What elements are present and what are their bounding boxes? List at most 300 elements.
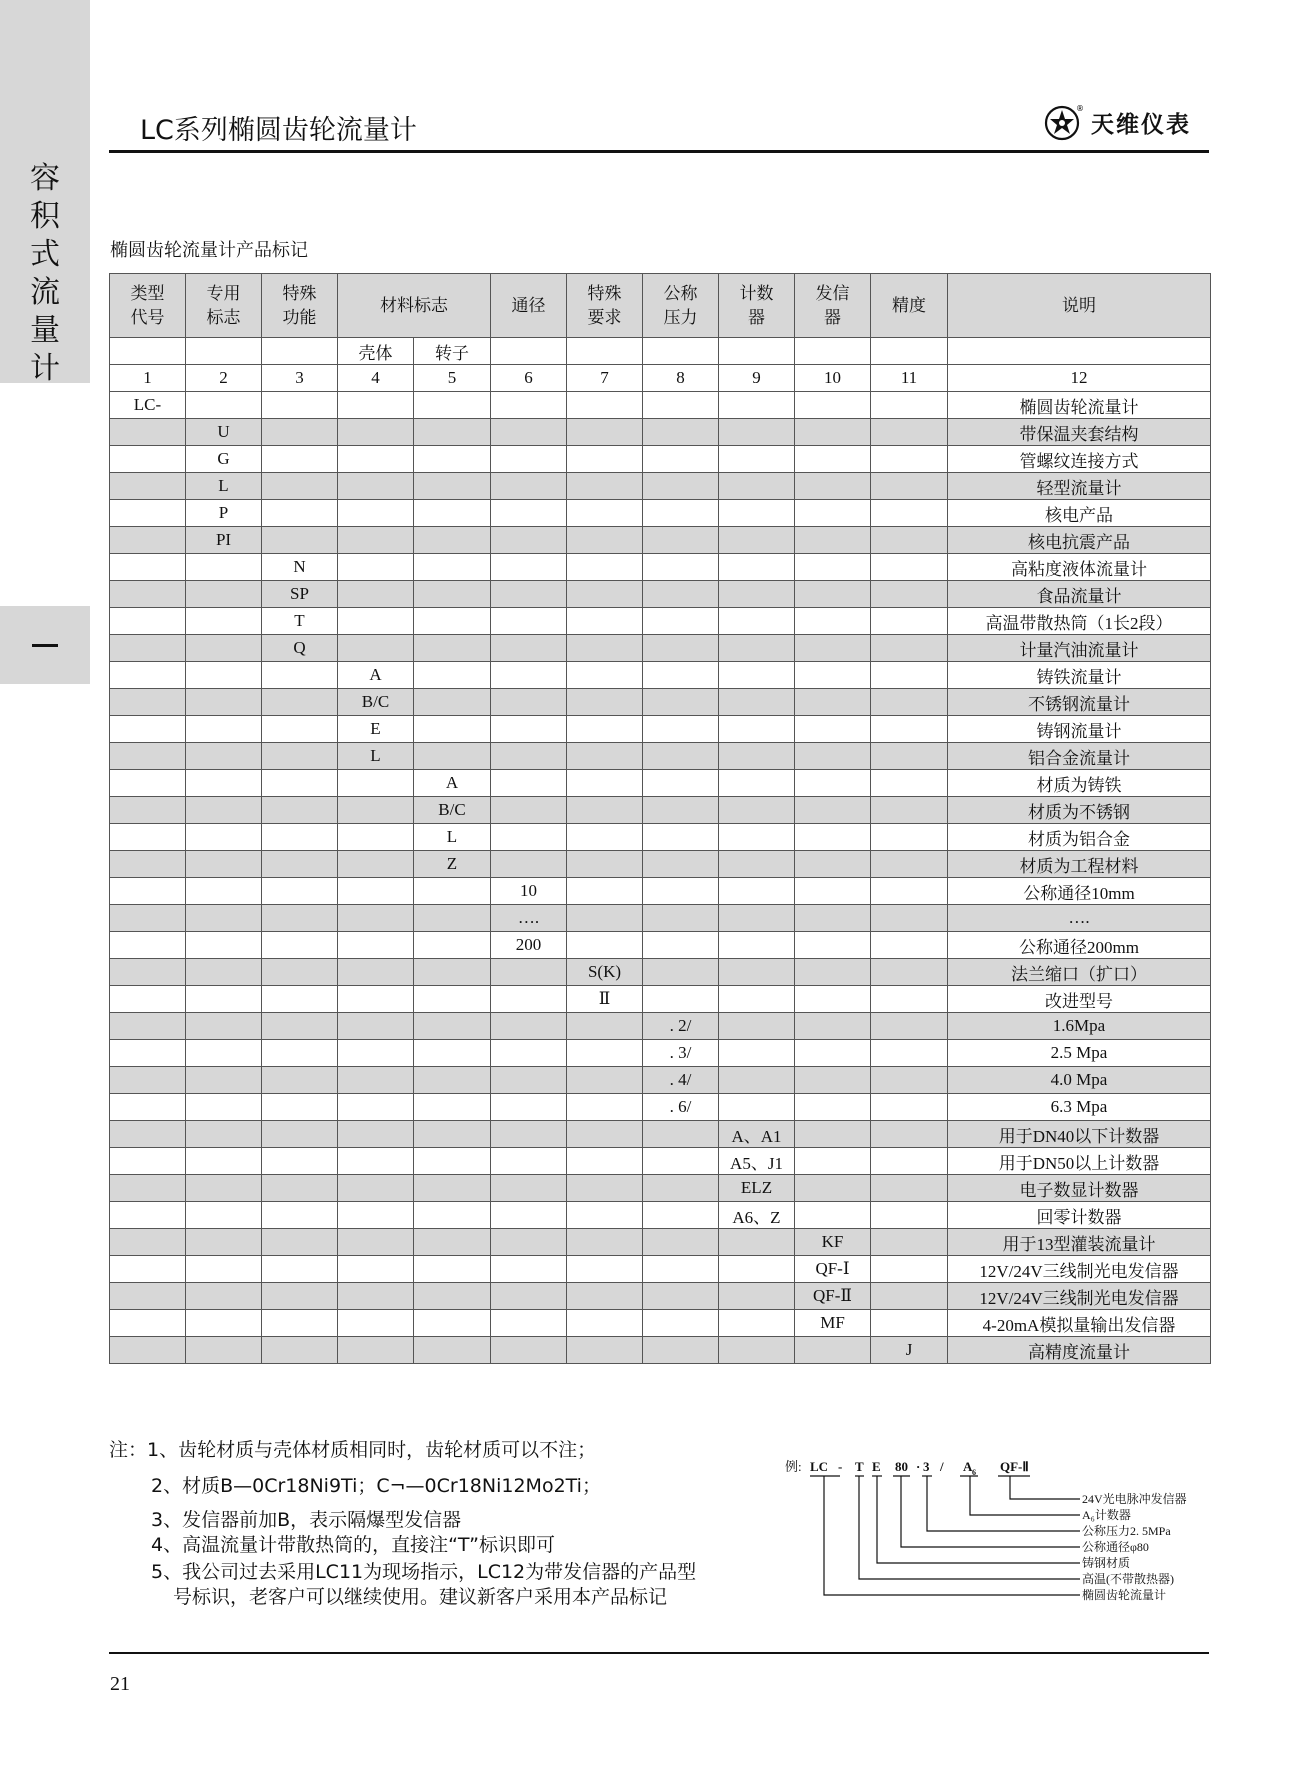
empty-cell — [110, 581, 186, 608]
empty-cell — [567, 1202, 643, 1229]
table-row — [110, 446, 1211, 473]
brand-name: 天维仪表 — [1091, 110, 1191, 138]
empty-cell — [643, 743, 719, 770]
code-cell: L — [186, 473, 262, 500]
empty-cell — [871, 446, 948, 473]
empty-cell — [262, 1337, 338, 1364]
note-4: 4、高温流量计带散热筒的，直接注“T”标识即可 — [151, 1534, 555, 1556]
empty-cell — [795, 797, 871, 824]
empty-cell — [795, 878, 871, 905]
empty-cell — [186, 1229, 262, 1256]
empty-cell — [414, 500, 491, 527]
empty-cell — [795, 1040, 871, 1067]
subheader-rotor: 转子 — [414, 338, 491, 365]
empty-cell — [643, 473, 719, 500]
code-cell: . 4/ — [643, 1067, 719, 1094]
table-row — [110, 1013, 1211, 1040]
description-cell: 用于13型灌装流量计 — [948, 1229, 1211, 1256]
code-cell: B/C — [338, 689, 414, 716]
empty-cell — [871, 1202, 948, 1229]
empty-cell — [795, 527, 871, 554]
dash-mark — [32, 644, 58, 647]
empty-cell — [186, 392, 262, 419]
empty-cell — [643, 1148, 719, 1175]
empty-cell — [414, 662, 491, 689]
example-part-slash: / — [940, 1459, 944, 1474]
empty-cell — [871, 716, 948, 743]
empty-cell — [414, 581, 491, 608]
table-row — [110, 770, 1211, 797]
empty-cell — [567, 797, 643, 824]
empty-cell — [871, 959, 948, 986]
description-cell: 轻型流量计 — [948, 473, 1211, 500]
empty-cell — [719, 1337, 795, 1364]
empty-cell — [338, 959, 414, 986]
side-dash — [0, 606, 90, 684]
code-cell: Z — [414, 851, 491, 878]
side-category-label: 容 积 式 流 量 计 — [30, 161, 60, 386]
code-cell: E — [338, 716, 414, 743]
empty-cell — [414, 446, 491, 473]
table-row — [110, 419, 1211, 446]
description-cell: 高精度流量计 — [948, 1337, 1211, 1364]
empty-cell — [338, 986, 414, 1013]
table-row — [110, 1067, 1211, 1094]
empty-cell — [871, 986, 948, 1013]
empty-cell — [262, 527, 338, 554]
empty-cell — [262, 824, 338, 851]
empty-cell — [414, 878, 491, 905]
code-cell: . 3/ — [643, 1040, 719, 1067]
empty-cell — [795, 1067, 871, 1094]
description-cell: 铸钢流量计 — [948, 716, 1211, 743]
empty-cell — [414, 716, 491, 743]
column-number-11: 11 — [871, 365, 948, 392]
empty-cell — [643, 392, 719, 419]
empty-cell — [338, 1148, 414, 1175]
empty-cell — [567, 1148, 643, 1175]
empty-cell — [719, 527, 795, 554]
empty-cell — [414, 527, 491, 554]
note-5: 5、我公司过去采用LC11为现场指示，LC12为带发信器的产品型 — [151, 1561, 697, 1583]
empty-cell — [338, 608, 414, 635]
empty-cell — [795, 716, 871, 743]
empty-cell — [643, 1256, 719, 1283]
empty-cell — [110, 1337, 186, 1364]
empty-cell — [871, 1013, 948, 1040]
empty-cell — [567, 581, 643, 608]
empty-cell — [871, 473, 948, 500]
empty-cell — [491, 1094, 567, 1121]
empty-cell — [186, 1013, 262, 1040]
code-cell: U — [186, 419, 262, 446]
empty-cell — [262, 1229, 338, 1256]
empty-cell — [491, 1013, 567, 1040]
empty-cell — [719, 986, 795, 1013]
example-part-a: A — [963, 1459, 973, 1474]
empty-cell — [719, 500, 795, 527]
empty-cell — [338, 419, 414, 446]
table-row — [110, 392, 1211, 419]
empty-cell — [262, 743, 338, 770]
empty-cell — [414, 932, 491, 959]
empty-cell — [186, 986, 262, 1013]
empty-cell — [186, 1040, 262, 1067]
empty-cell — [871, 554, 948, 581]
empty-cell — [491, 1283, 567, 1310]
empty-cell — [795, 1013, 871, 1040]
empty-cell — [491, 824, 567, 851]
empty-cell — [414, 635, 491, 662]
description-cell: 12V/24V三线制光电发信器 — [948, 1283, 1211, 1310]
empty-cell — [795, 1202, 871, 1229]
empty-cell — [414, 1229, 491, 1256]
empty-cell — [795, 608, 871, 635]
empty-cell — [643, 905, 719, 932]
empty-cell — [567, 635, 643, 662]
empty-cell — [491, 689, 567, 716]
empty-cell — [110, 662, 186, 689]
table-row — [110, 1337, 1211, 1364]
table-row — [110, 1040, 1211, 1067]
code-cell: T — [262, 608, 338, 635]
empty-cell — [491, 797, 567, 824]
empty-cell — [871, 527, 948, 554]
example-label-4: 公称通径φ80 — [1082, 1540, 1149, 1554]
empty-cell — [262, 1040, 338, 1067]
table-row — [110, 689, 1211, 716]
empty-cell — [567, 392, 643, 419]
code-cell: B/C — [414, 797, 491, 824]
description-cell: 公称通径10mm — [948, 878, 1211, 905]
empty-cell — [262, 500, 338, 527]
empty-cell — [567, 743, 643, 770]
empty-cell — [186, 1202, 262, 1229]
description-cell: 椭圆齿轮流量计 — [948, 392, 1211, 419]
empty-cell — [338, 1013, 414, 1040]
empty-cell — [110, 1283, 186, 1310]
description-cell: 高粘度液体流量计 — [948, 554, 1211, 581]
column-header-10: 精度 — [871, 274, 948, 338]
empty-cell — [110, 1148, 186, 1175]
empty-cell — [110, 635, 186, 662]
empty-cell — [567, 689, 643, 716]
description-cell: 管螺纹连接方式 — [948, 446, 1211, 473]
empty-cell — [795, 1148, 871, 1175]
empty-cell — [719, 1229, 795, 1256]
empty-cell — [338, 824, 414, 851]
empty-cell — [186, 1094, 262, 1121]
svg-text:®: ® — [1076, 104, 1084, 113]
empty-cell — [567, 473, 643, 500]
empty-cell — [414, 1040, 491, 1067]
empty-cell — [643, 581, 719, 608]
empty-cell — [491, 770, 567, 797]
empty-cell — [643, 1175, 719, 1202]
empty-cell — [186, 770, 262, 797]
empty-cell — [110, 1202, 186, 1229]
empty-cell — [414, 1175, 491, 1202]
empty-cell — [567, 500, 643, 527]
table-row — [110, 1202, 1211, 1229]
empty-cell — [491, 392, 567, 419]
empty-cell — [871, 851, 948, 878]
empty-cell — [643, 1202, 719, 1229]
example-label-7: 椭圆齿轮流量计 — [1082, 1588, 1167, 1602]
description-cell: 4.0 Mpa — [948, 1067, 1211, 1094]
code-cell: QF-Ⅱ — [795, 1283, 871, 1310]
empty-cell — [567, 770, 643, 797]
empty-cell — [262, 1121, 338, 1148]
empty-cell — [186, 905, 262, 932]
product-marking-table — [109, 273, 1211, 1364]
empty-cell — [643, 959, 719, 986]
table-row — [110, 743, 1211, 770]
empty-cell — [186, 743, 262, 770]
description-cell: 高温带散热筒（1长2段） — [948, 608, 1211, 635]
example-leader-lines — [810, 1476, 1080, 1595]
empty-cell — [491, 581, 567, 608]
empty-cell — [643, 797, 719, 824]
description-cell: 核电产品 — [948, 500, 1211, 527]
column-number-7: 7 — [567, 365, 643, 392]
empty-cell — [871, 770, 948, 797]
empty-cell — [643, 932, 719, 959]
empty-cell — [491, 446, 567, 473]
footer-divider — [109, 1652, 1209, 1654]
empty-cell — [186, 1256, 262, 1283]
empty-cell — [719, 473, 795, 500]
table-subheader-row — [110, 338, 1211, 365]
empty-cell — [491, 1040, 567, 1067]
empty-cell — [719, 743, 795, 770]
empty-cell — [338, 446, 414, 473]
empty-cell — [567, 716, 643, 743]
empty-cell — [262, 932, 338, 959]
empty-cell — [795, 770, 871, 797]
code-cell: MF — [795, 1310, 871, 1337]
table-row — [110, 986, 1211, 1013]
column-header-2: 专用 标志 — [186, 274, 262, 338]
empty-cell — [186, 1175, 262, 1202]
empty-cell — [262, 1256, 338, 1283]
empty-cell — [491, 1175, 567, 1202]
description-cell: 改进型号 — [948, 986, 1211, 1013]
empty-cell — [871, 905, 948, 932]
empty-cell — [643, 527, 719, 554]
description-cell: 6.3 Mpa — [948, 1094, 1211, 1121]
code-cell: A、A1 — [719, 1121, 795, 1148]
column-header-9: 发信 器 — [795, 274, 871, 338]
empty-cell — [414, 1256, 491, 1283]
column-number-8: 8 — [643, 365, 719, 392]
empty-cell — [186, 662, 262, 689]
description-cell: 材质为工程材料 — [948, 851, 1211, 878]
empty-cell — [110, 608, 186, 635]
empty-cell — [262, 878, 338, 905]
description-cell: 用于DN50以上计数器 — [948, 1148, 1211, 1175]
code-cell: N — [262, 554, 338, 581]
empty-cell — [567, 608, 643, 635]
empty-cell — [795, 500, 871, 527]
empty-cell — [110, 1094, 186, 1121]
empty-cell — [110, 446, 186, 473]
empty-cell — [110, 1256, 186, 1283]
table-column-number-row — [110, 365, 1211, 392]
empty-cell — [414, 1013, 491, 1040]
empty-cell — [186, 554, 262, 581]
empty-cell — [643, 824, 719, 851]
table-row — [110, 527, 1211, 554]
table-row — [110, 851, 1211, 878]
empty-cell — [719, 716, 795, 743]
empty-cell — [262, 770, 338, 797]
table-row — [110, 1094, 1211, 1121]
column-number-3: 3 — [262, 365, 338, 392]
code-cell: QF-Ⅰ — [795, 1256, 871, 1283]
empty-cell — [110, 851, 186, 878]
empty-cell — [719, 851, 795, 878]
empty-cell — [414, 743, 491, 770]
empty-cell — [567, 1094, 643, 1121]
empty-cell — [186, 689, 262, 716]
description-cell: 核电抗震产品 — [948, 527, 1211, 554]
empty-cell — [491, 959, 567, 986]
empty-cell — [110, 878, 186, 905]
description-cell: 食品流量计 — [948, 581, 1211, 608]
empty-cell — [110, 905, 186, 932]
empty-cell — [643, 662, 719, 689]
table-row — [110, 554, 1211, 581]
empty-cell — [262, 716, 338, 743]
empty-cell — [643, 635, 719, 662]
description-cell: 材质为铸铁 — [948, 770, 1211, 797]
empty-cell — [414, 1121, 491, 1148]
empty-cell — [338, 500, 414, 527]
empty-cell — [110, 716, 186, 743]
page-title: LC系列椭圆齿轮流量计 — [140, 115, 417, 146]
empty-cell — [186, 608, 262, 635]
code-cell: L — [338, 743, 414, 770]
empty-cell — [186, 1310, 262, 1337]
empty-cell — [186, 824, 262, 851]
empty-cell — [110, 419, 186, 446]
empty-cell — [643, 878, 719, 905]
table-row — [110, 1310, 1211, 1337]
empty-cell — [567, 1175, 643, 1202]
empty-cell — [186, 932, 262, 959]
empty-cell — [262, 986, 338, 1013]
empty-cell — [643, 1121, 719, 1148]
empty-cell — [719, 1310, 795, 1337]
empty-cell — [719, 1013, 795, 1040]
empty-cell — [338, 1040, 414, 1067]
column-header-6: 特殊 要求 — [567, 274, 643, 338]
example-part-a-sub: 6 — [972, 1468, 976, 1477]
empty-cell — [795, 986, 871, 1013]
empty-cell — [719, 392, 795, 419]
example-prefix: 例: — [785, 1459, 802, 1474]
empty-cell — [795, 905, 871, 932]
empty-cell — [491, 1148, 567, 1175]
empty-cell — [871, 635, 948, 662]
note-2: 2、材质B—0Cr18Ni9Ti；C¬—0Cr18Ni12Mo2Ti； — [151, 1475, 601, 1497]
empty-cell — [567, 932, 643, 959]
empty-cell — [795, 662, 871, 689]
empty-cell — [262, 1175, 338, 1202]
code-cell: …. — [491, 905, 567, 932]
empty-cell — [643, 500, 719, 527]
empty-cell — [871, 1040, 948, 1067]
example-part-e: E — [872, 1459, 881, 1474]
code-cell: 10 — [491, 878, 567, 905]
column-header-1: 类型 代号 — [110, 274, 186, 338]
empty-cell — [643, 716, 719, 743]
empty-cell — [338, 473, 414, 500]
column-header-3: 特殊 功能 — [262, 274, 338, 338]
empty-cell — [719, 554, 795, 581]
empty-cell — [338, 392, 414, 419]
empty-cell — [186, 1148, 262, 1175]
note-6: 号标识，老客户可以继续使用。建议新客户采用本产品标记 — [173, 1586, 668, 1608]
empty-cell — [110, 932, 186, 959]
empty-cell — [567, 1256, 643, 1283]
empty-cell — [338, 635, 414, 662]
empty-cell — [338, 1283, 414, 1310]
empty-cell — [567, 446, 643, 473]
table-row — [110, 581, 1211, 608]
table-row — [110, 1256, 1211, 1283]
description-cell: 1.6Mpa — [948, 1013, 1211, 1040]
empty-cell — [491, 554, 567, 581]
empty-cell — [491, 527, 567, 554]
empty-cell — [871, 662, 948, 689]
empty-cell — [871, 1067, 948, 1094]
empty-cell — [262, 1067, 338, 1094]
empty-cell — [795, 743, 871, 770]
empty-cell — [186, 581, 262, 608]
empty-cell — [643, 1337, 719, 1364]
empty-cell — [643, 689, 719, 716]
column-number-1: 1 — [110, 365, 186, 392]
page-number: 21 — [110, 1673, 130, 1695]
description-cell: 4-20mA模拟量输出发信器 — [948, 1310, 1211, 1337]
empty-cell — [110, 554, 186, 581]
empty-cell — [871, 581, 948, 608]
empty-cell — [871, 608, 948, 635]
empty-cell — [643, 1310, 719, 1337]
empty-cell — [338, 1256, 414, 1283]
empty-cell — [338, 1229, 414, 1256]
empty-cell — [414, 1337, 491, 1364]
empty-cell — [795, 1337, 871, 1364]
empty-cell — [795, 419, 871, 446]
empty-cell — [262, 959, 338, 986]
empty-cell — [414, 1067, 491, 1094]
empty-cell — [491, 1202, 567, 1229]
empty-cell — [491, 1337, 567, 1364]
empty-cell — [567, 824, 643, 851]
description-cell: 带保温夹套结构 — [948, 419, 1211, 446]
column-number-6: 6 — [491, 365, 567, 392]
table-row — [110, 1283, 1211, 1310]
empty-cell — [110, 986, 186, 1013]
column-header-8: 计数 器 — [719, 274, 795, 338]
description-cell: 公称通径200mm — [948, 932, 1211, 959]
empty-cell — [567, 527, 643, 554]
empty-cell — [491, 635, 567, 662]
description-cell: 铝合金流量计 — [948, 743, 1211, 770]
